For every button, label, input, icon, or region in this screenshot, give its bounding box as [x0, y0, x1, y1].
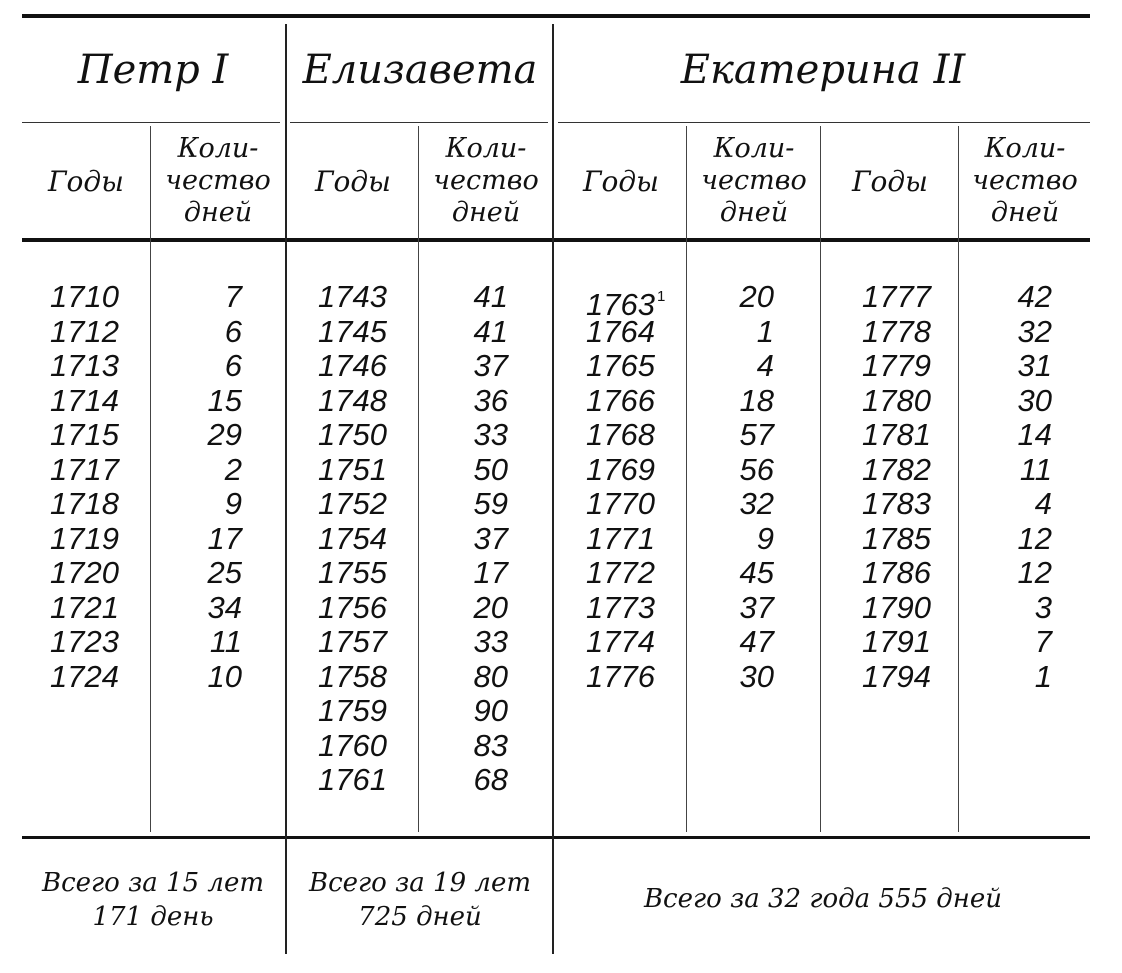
- table-cell: [150, 349, 242, 384]
- table-cell: [690, 315, 774, 350]
- cell-value: 1765: [586, 348, 655, 383]
- cell-value: 6: [224, 313, 242, 349]
- header-count-petr: [152, 126, 284, 236]
- cell-value: 4: [756, 348, 774, 383]
- table-cell: [318, 453, 410, 488]
- divider-ekaterina-cols-b: [958, 126, 959, 832]
- header-count-line1: Коли-: [984, 133, 1066, 164]
- table-cell: [150, 591, 242, 626]
- column-days-ekaterina-b: [960, 280, 1052, 694]
- cell-value: 1780: [862, 382, 931, 418]
- cell-value: 1772: [586, 555, 655, 590]
- table-cell: [420, 349, 508, 384]
- cell-value: 1717: [50, 451, 119, 487]
- divider-ekaterina-mid: [820, 126, 821, 832]
- cell-value: 1783: [862, 486, 931, 521]
- column-years-petr: [50, 280, 140, 694]
- table-cell: [50, 315, 140, 350]
- cell-value: 1750: [318, 417, 387, 452]
- table-cell: [50, 384, 140, 419]
- cell-value: 1769: [586, 451, 655, 487]
- cell-value: 1751: [318, 451, 387, 487]
- cell-value: 1721: [50, 589, 119, 625]
- table-cell: [420, 660, 508, 695]
- cell-value: 1779: [862, 348, 931, 383]
- table-cell: [690, 487, 774, 522]
- cell-value: 1743: [318, 279, 387, 314]
- cell-value: 3: [1034, 589, 1052, 625]
- cell-value: 36: [473, 382, 508, 418]
- table-cell: [690, 418, 774, 453]
- cell-value: 1790: [862, 589, 931, 625]
- group-title-ekaterina: Екатерина II: [680, 47, 966, 93]
- top-rule: [22, 14, 1090, 18]
- table-cell: [586, 591, 682, 626]
- table-cell: [960, 591, 1052, 626]
- footnote-mark: 1: [656, 288, 666, 305]
- cell-value: 1763: [586, 287, 655, 322]
- cell-value: 83: [473, 727, 508, 763]
- cell-value: 20: [739, 279, 774, 314]
- cell-value: 41: [473, 313, 508, 349]
- table-cell: [420, 315, 508, 350]
- group-title-petr: Петр I: [77, 47, 229, 93]
- table-cell: [420, 729, 508, 764]
- cell-value: 1715: [50, 417, 119, 452]
- cell-value: 1718: [50, 486, 119, 521]
- header-count-line3: дней: [183, 197, 253, 228]
- cell-value: 45: [739, 555, 774, 590]
- column-days-petr: [150, 280, 242, 694]
- table-cell: [586, 280, 682, 322]
- cell-value: 1758: [318, 658, 387, 694]
- table-cell: [318, 315, 410, 350]
- header-count-line2: чество: [701, 165, 807, 196]
- table-cell: [862, 487, 952, 522]
- total-line1-petr: Всего за 15 лет: [41, 868, 264, 898]
- cell-value: 12: [1017, 555, 1052, 590]
- table-cell: [690, 625, 774, 660]
- table-cell: [690, 556, 774, 591]
- divider-elizaveta-cols: [418, 126, 419, 832]
- table-cell: [318, 487, 410, 522]
- divider-ekaterina-cols-a: [686, 126, 687, 832]
- table-cell: [150, 487, 242, 522]
- cell-value: 1778: [862, 313, 931, 349]
- table-cell: [862, 315, 952, 350]
- table-cell: [420, 694, 508, 729]
- table-cell: [862, 556, 952, 591]
- table-cell: [586, 453, 682, 488]
- cell-value: 1777: [862, 279, 931, 314]
- cell-value: 17: [207, 520, 242, 556]
- table-cell: [50, 625, 140, 660]
- cell-value: 9: [756, 520, 774, 556]
- table-cell: [862, 522, 952, 557]
- table-cell: [50, 556, 140, 591]
- table-cell: [862, 625, 952, 660]
- table-cell: [960, 349, 1052, 384]
- header-count-line3: дней: [719, 197, 789, 228]
- cell-value: 1723: [50, 624, 119, 659]
- table-cell: [50, 591, 140, 626]
- table-cell: [50, 660, 140, 695]
- header-count-line3: дней: [451, 197, 521, 228]
- header-count-line1: Коли-: [177, 133, 259, 164]
- header-rule: [22, 238, 1090, 242]
- table-cell: [318, 660, 410, 695]
- cell-value: 1764: [586, 313, 655, 349]
- cell-value: 1724: [50, 658, 119, 694]
- table-cell: [690, 453, 774, 488]
- cell-value: 1756: [318, 589, 387, 625]
- table-cell: [960, 418, 1052, 453]
- table-cell: [150, 453, 242, 488]
- table-cell: [960, 660, 1052, 695]
- table-cell: [318, 418, 410, 453]
- column-years-ekaterina-a: [586, 280, 682, 694]
- column-days-elizaveta: [420, 280, 508, 798]
- cell-value: 1760: [318, 727, 387, 763]
- cell-value: 37: [739, 589, 774, 625]
- column-days-ekaterina-a: [690, 280, 774, 694]
- table-cell: [318, 694, 410, 729]
- table-cell: [50, 453, 140, 488]
- table-cell: [150, 625, 242, 660]
- cell-value: 14: [1017, 417, 1052, 452]
- cell-value: 1752: [318, 486, 387, 521]
- cell-value: 4: [1034, 486, 1052, 521]
- cell-value: 1714: [50, 382, 119, 418]
- table-cell: [420, 487, 508, 522]
- header-years-elizaveta: Годы: [315, 164, 391, 198]
- table-cell: [420, 625, 508, 660]
- cell-value: 42: [1017, 279, 1052, 314]
- cell-value: 50: [473, 451, 508, 487]
- header-count-line1: Коли-: [713, 133, 795, 164]
- table-cell: [150, 280, 242, 315]
- cell-value: 1786: [862, 555, 931, 590]
- cell-value: 32: [1017, 313, 1052, 349]
- header-years-ekaterina-b: Годы: [852, 164, 928, 198]
- table-cell: [586, 625, 682, 660]
- table-cell: [420, 591, 508, 626]
- table-cell: [862, 349, 952, 384]
- table-cell: [420, 522, 508, 557]
- group-rule-ekaterina: [558, 122, 1090, 123]
- cell-value: 11: [1019, 451, 1052, 487]
- cell-value: 90: [473, 693, 508, 728]
- table-cell: [420, 763, 508, 798]
- cell-value: 59: [473, 486, 508, 521]
- cell-value: 1757: [318, 624, 387, 659]
- cell-value: 1794: [862, 658, 931, 694]
- table-cell: [690, 349, 774, 384]
- table-cell: [420, 384, 508, 419]
- cell-value: 37: [473, 348, 508, 383]
- cell-value: 41: [473, 279, 508, 314]
- table-cell: [150, 660, 242, 695]
- cell-value: 1785: [862, 520, 931, 556]
- table-cell: [690, 660, 774, 695]
- cell-value: 1754: [318, 520, 387, 556]
- table-cell: [690, 591, 774, 626]
- cell-value: 1759: [318, 693, 387, 728]
- total-line1-elizaveta: Всего за 19 лет: [308, 868, 531, 898]
- table-cell: [586, 487, 682, 522]
- cell-value: 17: [473, 555, 508, 590]
- table-cell: [420, 280, 508, 315]
- cell-value: 33: [473, 624, 508, 659]
- table-cell: [150, 384, 242, 419]
- table-cell: [960, 487, 1052, 522]
- cell-value: 1710: [50, 279, 119, 314]
- table-cell: [318, 763, 410, 798]
- table-cell: [318, 522, 410, 557]
- cell-value: 1755: [318, 555, 387, 590]
- cell-value: 31: [1017, 348, 1052, 383]
- cell-value: 57: [739, 417, 774, 452]
- cell-value: 30: [1017, 382, 1052, 418]
- divider-petr-elizaveta: [285, 24, 287, 954]
- cell-value: 29: [207, 417, 242, 452]
- cell-value: 1770: [586, 486, 655, 521]
- cell-value: 12: [1017, 520, 1052, 556]
- cell-value: 2: [224, 451, 242, 487]
- header-years-ekaterina-a: Годы: [583, 164, 659, 198]
- table-cell: [318, 556, 410, 591]
- cell-value: 68: [473, 762, 508, 797]
- table-cell: [862, 453, 952, 488]
- table-cell: [50, 522, 140, 557]
- header-years-petr: Годы: [48, 164, 124, 198]
- cell-value: 33: [473, 417, 508, 452]
- cell-value: 47: [739, 624, 774, 659]
- table-cell: [150, 315, 242, 350]
- header-count-line3: дней: [990, 197, 1060, 228]
- table-cell: [318, 591, 410, 626]
- table-cell: [960, 280, 1052, 315]
- header-count-elizaveta: [420, 126, 552, 236]
- table-cell: [960, 625, 1052, 660]
- table-cell: [960, 315, 1052, 350]
- table-cell: [318, 729, 410, 764]
- cell-value: 1748: [318, 382, 387, 418]
- cell-value: 18: [739, 382, 774, 418]
- footer-rule: [22, 836, 1090, 839]
- cell-value: 20: [473, 589, 508, 625]
- table-cell: [960, 522, 1052, 557]
- table-cell: [960, 384, 1052, 419]
- cell-value: 1713: [50, 348, 119, 383]
- header-count-line2: чество: [165, 165, 271, 196]
- cell-value: 1776: [586, 658, 655, 694]
- header-count-line1: Коли-: [445, 133, 527, 164]
- cell-value: 1771: [586, 520, 655, 556]
- cell-value: 7: [224, 279, 242, 314]
- group-rule-elizaveta: [290, 122, 548, 123]
- divider-elizaveta-ekaterina: [552, 24, 554, 954]
- cell-value: 1719: [50, 520, 119, 556]
- cell-value: 1712: [50, 313, 119, 349]
- cell-value: 1: [756, 313, 774, 349]
- table-cell: [420, 453, 508, 488]
- table-cell: [586, 660, 682, 695]
- group-title-elizaveta: Елизавета: [302, 47, 538, 93]
- cell-value: 1: [1034, 658, 1052, 694]
- table-cell: [586, 418, 682, 453]
- table-cell: [586, 384, 682, 419]
- table-cell: [50, 487, 140, 522]
- total-ekaterina: Всего за 32 года 555 дней: [643, 884, 1003, 914]
- table-cell: [150, 556, 242, 591]
- cell-value: 1720: [50, 555, 119, 590]
- cell-value: 25: [207, 555, 242, 590]
- table-cell: [960, 556, 1052, 591]
- table-cell: [690, 522, 774, 557]
- header-count-ekaterina-b: [960, 126, 1090, 236]
- cell-value: 1773: [586, 589, 655, 625]
- total-line2-petr: 171 день: [92, 902, 214, 932]
- table-cell: [862, 418, 952, 453]
- header-count-ekaterina-a: [688, 126, 820, 236]
- cell-value: 1782: [862, 451, 931, 487]
- table-cell: [862, 591, 952, 626]
- cell-value: 32: [739, 486, 774, 521]
- table-cell: [420, 418, 508, 453]
- table-cell: [50, 418, 140, 453]
- group-rule-petr: [22, 122, 280, 123]
- table-cell: [690, 280, 774, 315]
- header-count-line2: чество: [972, 165, 1078, 196]
- cell-value: 1774: [586, 624, 655, 659]
- cell-value: 1768: [586, 417, 655, 452]
- header-count-line2: чество: [433, 165, 539, 196]
- cell-value: 1746: [318, 348, 387, 383]
- cell-value: 1781: [862, 417, 931, 452]
- cell-value: 56: [739, 451, 774, 487]
- table-cell: [586, 556, 682, 591]
- table-cell: [862, 660, 952, 695]
- cell-value: 11: [209, 624, 242, 659]
- cell-value: 9: [224, 486, 242, 521]
- cell-value: 10: [207, 658, 242, 694]
- table-cell: [420, 556, 508, 591]
- table-cell: [150, 418, 242, 453]
- total-line2-elizaveta: 725 дней: [358, 902, 482, 932]
- cell-value: 1791: [862, 624, 931, 659]
- table-cell: [862, 384, 952, 419]
- column-years-elizaveta: [318, 280, 410, 798]
- table-cell: [318, 625, 410, 660]
- table-cell: [586, 349, 682, 384]
- table-cell: [50, 349, 140, 384]
- cell-value: 30: [739, 658, 774, 694]
- table-cell: [586, 315, 682, 350]
- table-cell: [50, 280, 140, 315]
- table-cell: [690, 384, 774, 419]
- table-cell: [960, 453, 1052, 488]
- cell-value: 1745: [318, 313, 387, 349]
- cell-value: 15: [207, 382, 242, 418]
- table-cell: [318, 349, 410, 384]
- cell-value: 1761: [318, 762, 387, 797]
- table-cell: [318, 280, 410, 315]
- column-years-ekaterina-b: [862, 280, 952, 694]
- table-cell: [586, 522, 682, 557]
- cell-value: 6: [224, 348, 242, 383]
- cell-value: 37: [473, 520, 508, 556]
- table-cell: [150, 522, 242, 557]
- table-cell: [318, 384, 410, 419]
- cell-value: 7: [1034, 624, 1052, 659]
- cell-value: 80: [473, 658, 508, 694]
- cell-value: 34: [207, 589, 242, 625]
- cell-value: 1766: [586, 382, 655, 418]
- table-cell: [862, 280, 952, 315]
